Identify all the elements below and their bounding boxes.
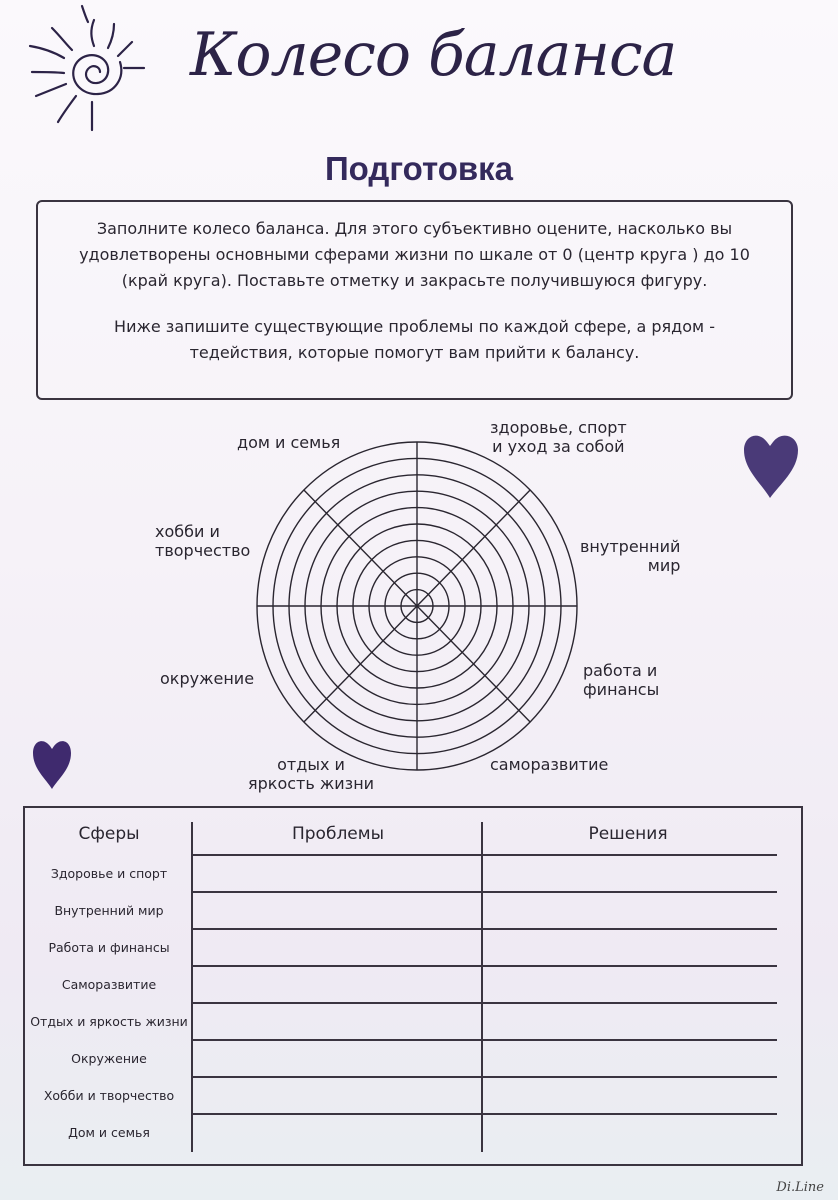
cell-solutions[interactable] — [485, 1041, 777, 1074]
header-problems: Проблемы — [291, 824, 385, 844]
cell-solutions[interactable] — [485, 930, 777, 963]
cell-solutions[interactable] — [485, 1078, 777, 1111]
wheel-label-hobby: хобби и творчество — [155, 522, 251, 560]
cell-solutions[interactable] — [485, 893, 777, 926]
cell-solutions[interactable] — [485, 856, 777, 889]
instructions-box — [36, 200, 793, 400]
signature: Di.Line — [776, 1180, 824, 1195]
table-row-label: Внутренний мир — [54, 903, 164, 918]
wheel-label-work: работа и финансы — [583, 661, 660, 699]
cell-problems[interactable] — [195, 967, 479, 1000]
header-spheres: Сферы — [78, 824, 140, 844]
cell-problems[interactable] — [195, 1078, 479, 1111]
header-solutions: Решения — [588, 824, 668, 844]
cell-problems[interactable] — [195, 930, 479, 963]
page-title: Колесо баланса — [190, 20, 677, 90]
cell-problems[interactable] — [195, 893, 479, 926]
sun-icon — [22, 2, 162, 142]
table-row-label: Саморазвитие — [61, 977, 157, 992]
cell-solutions[interactable] — [485, 1115, 777, 1148]
cell-problems[interactable] — [195, 1004, 479, 1037]
wheel-label-home: дом и семья — [237, 433, 341, 452]
instructions-paragraph-1: Заполните колесо баланса. Для этого субъективно оцените, насколько вы удовлетворены основными сферами жизни по шкале от 0 (центр круга ) до 10 (край круга). Поставьте отметку и закрасьте получившуюся фигуру. — [79, 219, 750, 290]
table-row-label: Хобби и творчество — [43, 1088, 175, 1103]
table-row-label: Дом и семья — [68, 1125, 150, 1140]
table-row-label: Работа и финансы — [48, 940, 170, 955]
wheel-label-self: саморазвитие — [490, 755, 609, 774]
wheel-label-environment: окружение — [160, 669, 255, 688]
cell-problems[interactable] — [195, 1041, 479, 1074]
cell-problems[interactable] — [195, 856, 479, 889]
heart-icon — [740, 428, 800, 500]
cell-solutions[interactable] — [485, 967, 777, 1000]
cell-solutions[interactable] — [485, 1004, 777, 1037]
column-divider — [481, 822, 483, 1152]
spheres-table — [23, 806, 803, 1166]
balance-wheel[interactable] — [255, 440, 579, 772]
table-row-label: Отдых и яркость жизни — [30, 1014, 188, 1029]
instructions-paragraph-2: Ниже запишите существующие проблемы по каждой сфере, а рядом - тедействия, которые помогут вам прийти к балансу. — [114, 317, 715, 362]
wheel-label-health: здоровье, спорт и уход за собой — [490, 418, 627, 456]
heart-icon — [30, 735, 74, 791]
wheel-label-rest: отдых и яркость жизни — [248, 755, 375, 793]
section-title: Подготовка — [324, 150, 514, 187]
table-row-label: Здоровье и спорт — [50, 866, 168, 881]
wheel-label-inner: внутренний мир — [580, 537, 681, 575]
table-row-label: Окружение — [71, 1051, 147, 1066]
cell-problems[interactable] — [195, 1115, 479, 1148]
